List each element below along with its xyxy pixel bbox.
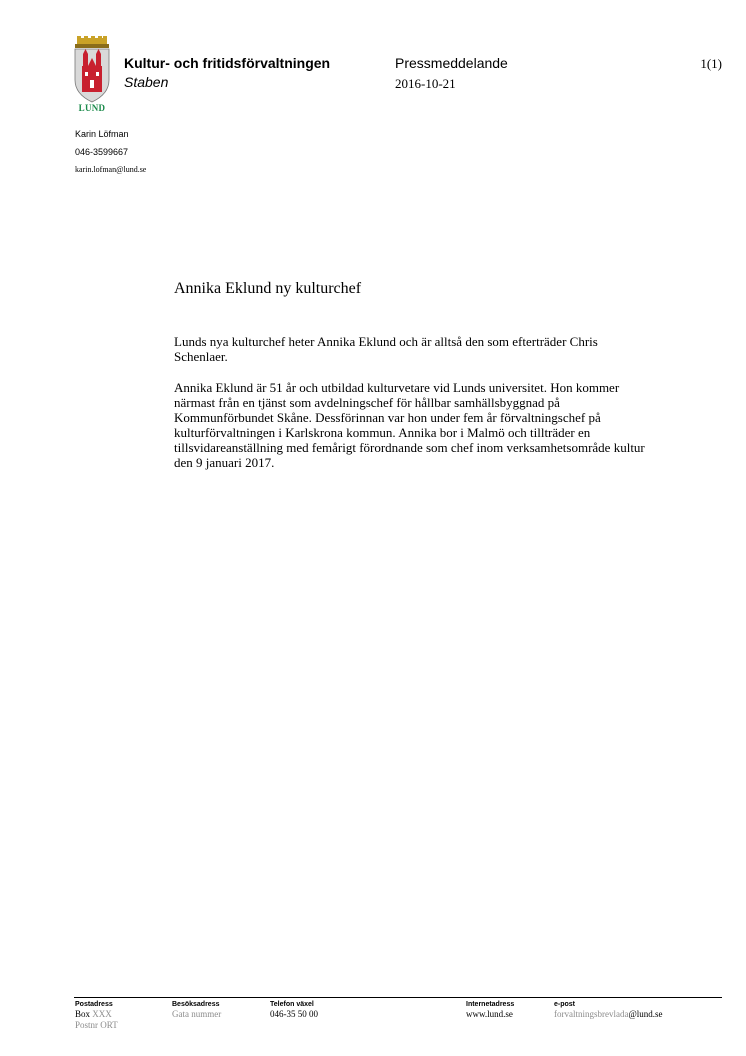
footer-phone <box>270 1000 318 1020</box>
footer-visit-address <box>172 1000 221 1020</box>
footer-web-label: Internetadress <box>466 1001 515 1008</box>
footer-phone-value: 046-35 50 00 <box>270 1009 318 1019</box>
footer-visit-value: Gata nummer <box>172 1009 222 1019</box>
footer-divider <box>74 997 722 998</box>
body-paragraph: Lunds nya kulturchef heter Annika Eklund och är alltså den som efterträder Chris Schenlaer. <box>174 334 598 364</box>
document-type: Pressmeddelande <box>395 55 508 71</box>
footer-postal-label: Postadress <box>75 1001 113 1008</box>
footer-phone-label: Telefon växel <box>270 1001 314 1008</box>
body-paragraph: Annika Eklund är 51 år och utbildad kulturvetare vid Lunds universitet. Hon kommer närmast från en tjänst som avdelningschef för hållbar samhällsbyggnad på Kommunförbundet Skåne. Dessförinnan var hon under fem år förvaltningschef på kulturförvaltningen i Karlskrona kommun. Annika bor i Malmö och tillträder en tillsvidareanställning med femårigt förordnande som chef inom verksamhetsområde kultur den 9 januari 2017. <box>174 380 645 470</box>
press-release-title: Annika Eklund ny kulturchef <box>174 280 362 297</box>
footer-email-value[interactable] <box>554 1009 663 1020</box>
footer-email-label: e-post <box>554 1001 575 1008</box>
footer-email-local: forvaltningsbrevlada <box>554 1009 629 1019</box>
logo-wordmark: LUND <box>78 103 106 113</box>
contact-email: karin.lofman@lund.se <box>75 165 147 174</box>
footer-postal-box: Box <box>75 1009 91 1019</box>
footer-postal-line2: Postnr ORT <box>75 1020 118 1030</box>
department-name: Kultur- och fritidsförvaltningen <box>124 55 331 71</box>
footer-email-domain: @lund.se <box>628 1009 663 1019</box>
document-date: 2016-10-21 <box>395 76 456 91</box>
footer-email <box>554 1000 663 1020</box>
footer-visit-label: Besöksadress <box>172 1001 220 1008</box>
footer-web <box>466 1000 514 1020</box>
footer-postal-line1 <box>75 1009 118 1020</box>
footer-web-value[interactable]: www.lund.se <box>466 1009 513 1019</box>
press-release-body <box>174 334 654 486</box>
footer-postal-address <box>75 1000 118 1031</box>
contact-name: Karin Löfman <box>75 129 129 139</box>
page-number: 1(1) <box>700 56 722 71</box>
contact-phone: 046-3599667 <box>75 147 129 157</box>
footer-postal-box-placeholder: XXX <box>92 1009 112 1019</box>
unit-name: Staben <box>124 74 169 90</box>
